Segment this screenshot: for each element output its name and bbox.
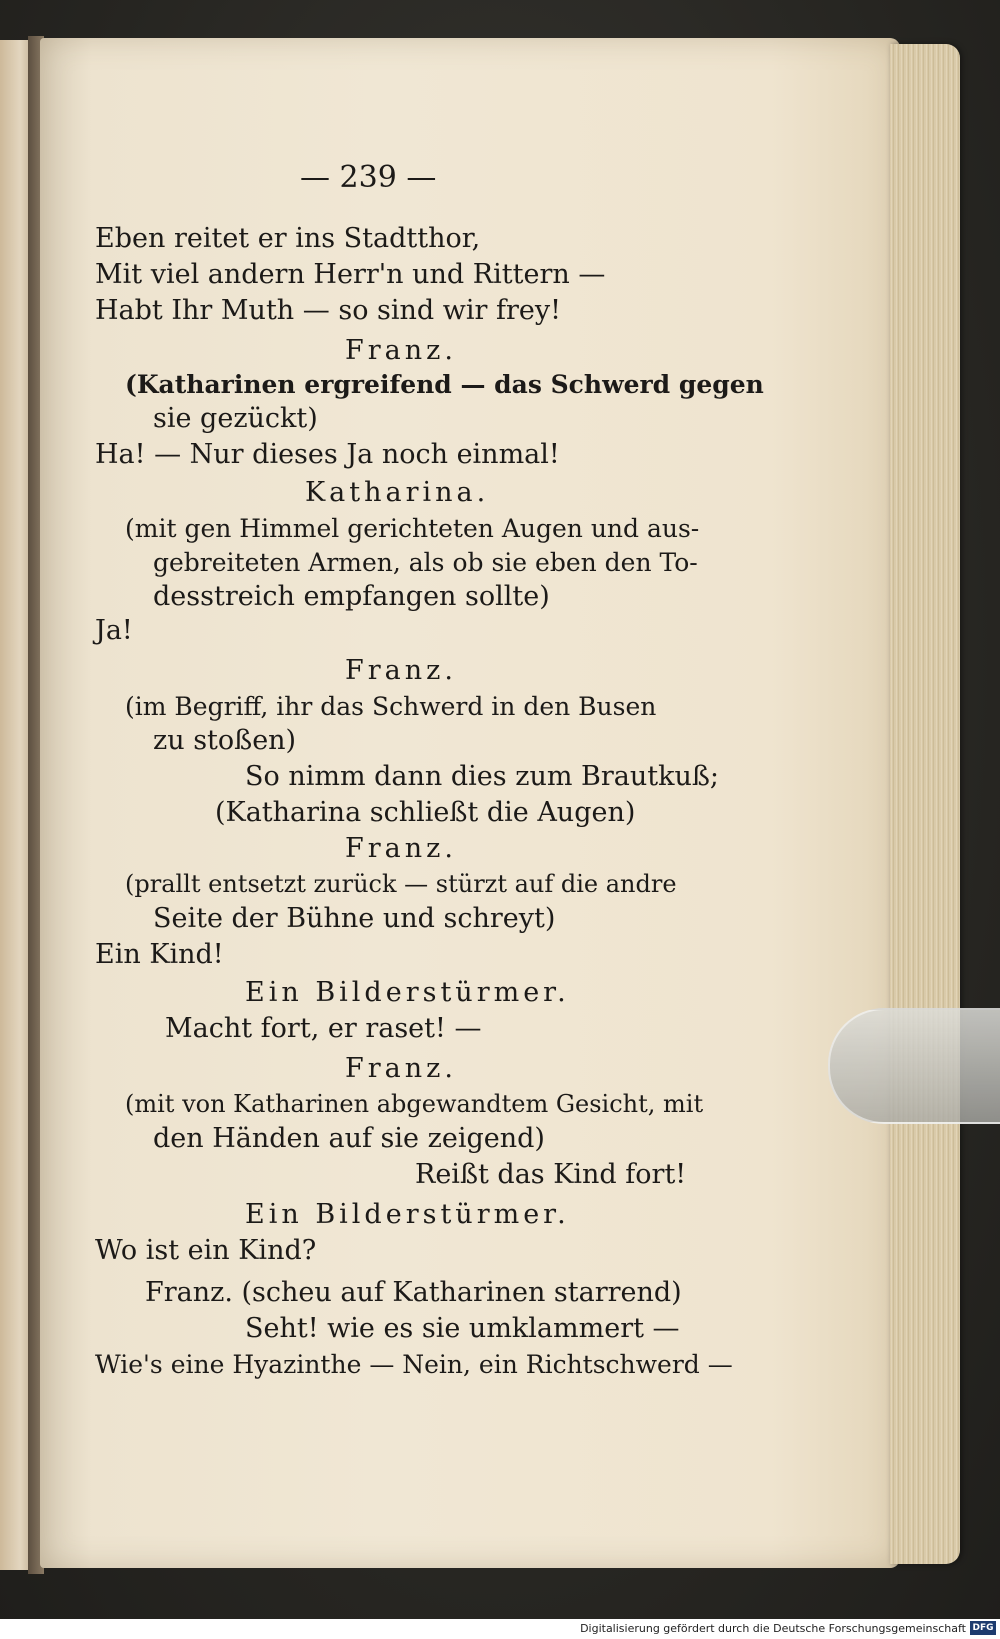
stage-direction: den Händen auf sie zeigend): [153, 1123, 545, 1154]
text-line: Wie's eine Hyazinthe — Nein, ein Richtschwerd —: [95, 1350, 733, 1379]
text-line: Ja!: [95, 615, 133, 646]
stage-direction: sie gezückt): [153, 403, 318, 434]
text-line: Seht! wie es sie umklammert —: [245, 1313, 680, 1344]
text-line: Mit viel andern Herr'n und Rittern —: [95, 259, 606, 290]
stage-direction: (Katharina schließt die Augen): [215, 797, 636, 828]
text-line: Ha! — Nur dieses Ja noch einmal!: [95, 439, 560, 470]
stage-direction: desstreich empfangen sollte): [153, 581, 550, 612]
text-line: Macht fort, er raset! —: [165, 1013, 482, 1044]
text-line: Wo ist ein Kind?: [95, 1235, 317, 1266]
speaker-name: Ein Bilderstürmer.: [245, 1199, 570, 1230]
footer-credit: Digitalisierung gefördert durch die Deutsche Forschungsgemeinschaft: [580, 1622, 966, 1635]
speaker-name: Franz.: [345, 335, 457, 366]
text-line: Ein Kind!: [95, 939, 224, 970]
text-line: So nimm dann dies zum Brautkuß;: [245, 761, 719, 792]
text-line: Habt Ihr Muth — so sind wir frey!: [95, 295, 562, 326]
stage-direction: (prallt entsetzt zurück — stürzt auf die andre: [125, 870, 677, 898]
stage-direction: (mit von Katharinen abgewandtem Gesicht, mit: [125, 1090, 704, 1118]
text-line: Eben reitet er ins Stadtthor,: [95, 223, 481, 254]
speaker-name: Katharina.: [305, 477, 490, 508]
page-number: — 239 —: [300, 160, 437, 195]
stage-direction: (Katharinen ergreifend — das Schwerd gegen: [125, 370, 764, 399]
speaker-name: Franz.: [345, 655, 457, 686]
speaker-name: Franz.: [345, 833, 457, 864]
stage-direction: (im Begriff, ihr das Schwerd in den Busen: [125, 692, 657, 721]
dfg-logo: DFG: [970, 1621, 996, 1635]
stage-direction: zu stoßen): [153, 725, 297, 756]
speaker-with-direction: Franz. (scheu auf Katharinen starrend): [145, 1277, 682, 1308]
stage-direction: (mit gen Himmel gerichteten Augen und aus-: [125, 514, 700, 543]
stage-direction: Seite der Bühne und schreyt): [153, 903, 556, 934]
page-edges: [890, 44, 960, 1564]
stage-direction: gebreiteten Armen, als ob sie eben den To-: [153, 548, 698, 577]
speaker-name: Franz.: [345, 1053, 457, 1084]
footer-bar: [0, 1619, 1000, 1639]
text-line: Reißt das Kind fort!: [415, 1159, 687, 1190]
speaker-name: Ein Bilderstürmer.: [245, 977, 570, 1008]
book-clip: [828, 1008, 1000, 1124]
